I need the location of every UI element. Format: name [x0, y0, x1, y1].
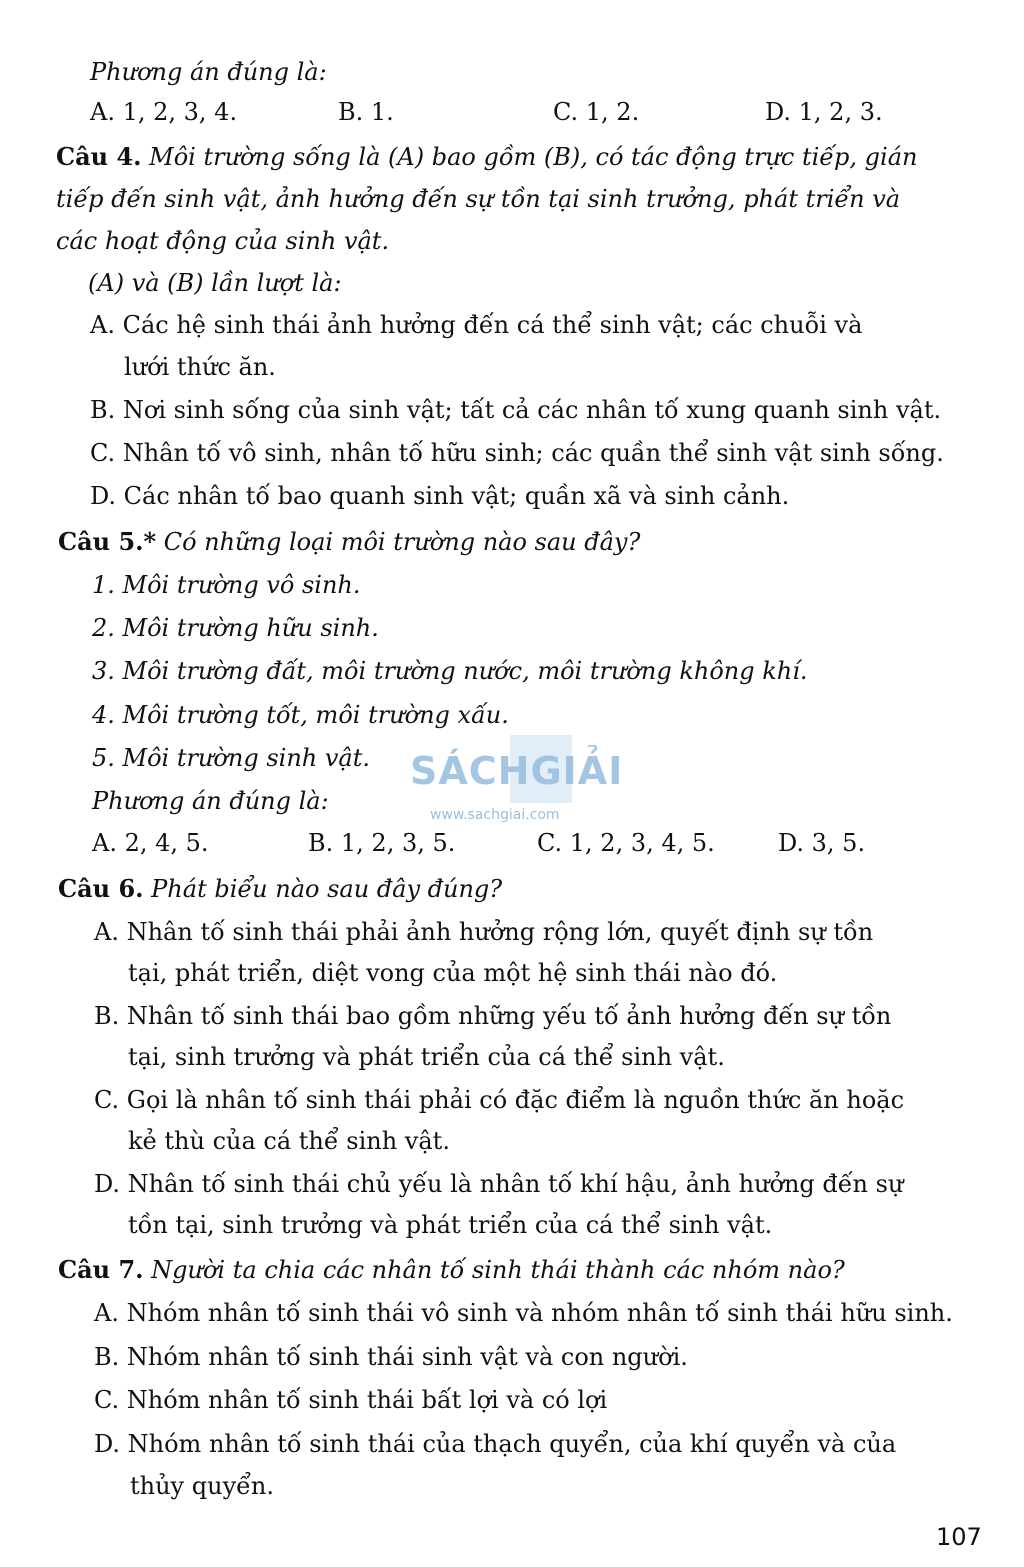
- question-text: Phát biểu nào sau đây đúng?: [151, 875, 503, 903]
- option-a: A. Nhân tố sinh thái phải ảnh hưởng rộng lớn, quyết định sự tồn: [94, 918, 874, 946]
- watermark: [410, 735, 624, 835]
- question-subprompt: (A) và (B) lần lượt là:: [88, 269, 342, 297]
- option-a: A. Các hệ sinh thái ảnh hưởng đến cá thể sinh vật; các chuỗi và: [90, 311, 863, 339]
- question-text-line: các hoạt động của sinh vật.: [56, 227, 390, 255]
- question-label: Câu 5.*: [58, 527, 157, 556]
- watermark-brand: SÁCHGIẢI: [410, 749, 624, 793]
- option-d: D. 1, 2, 3.: [765, 98, 883, 126]
- answer-label: Phương án đúng là:: [92, 787, 329, 815]
- question-label: Câu 7.: [58, 1255, 144, 1284]
- list-item: 4. Môi trường tốt, môi trường xấu.: [92, 701, 509, 729]
- option-d: D. Nhân tố sinh thái chủ yếu là nhân tố khí hậu, ảnh hưởng đến sự: [94, 1170, 904, 1198]
- option-c: C. Nhân tố vô sinh, nhân tố hữu sinh; các quần thể sinh vật sinh sống.: [90, 439, 944, 467]
- question-label: Câu 6.: [58, 874, 144, 903]
- option-d-cont: thủy quyển.: [130, 1472, 274, 1500]
- option-c: C. Gọi là nhân tố sinh thái phải có đặc điểm là nguồn thức ăn hoặc: [94, 1086, 905, 1114]
- question-text: Môi trường sống là (A) bao gồm (B), có tác động trực tiếp, gián: [149, 143, 918, 171]
- question-5: [58, 527, 640, 557]
- question-7: [58, 1255, 845, 1285]
- option-b-cont: tại, sinh trưởng và phát triển của cá thể sinh vật.: [128, 1043, 725, 1071]
- option-d: D. Các nhân tố bao quanh sinh vật; quần xã và sinh cảnh.: [90, 482, 790, 510]
- watermark-url: www.sachgiai.com: [430, 807, 560, 823]
- list-item: 1. Môi trường vô sinh.: [92, 571, 361, 599]
- option-d: D. 3, 5.: [778, 829, 866, 857]
- question-label: Câu 4.: [56, 142, 142, 171]
- option-c: C. 1, 2, 3, 4, 5.: [537, 829, 715, 857]
- question-4: [56, 142, 917, 172]
- list-item: 2. Môi trường hữu sinh.: [92, 614, 379, 642]
- question-text: Có những loại môi trường nào sau đây?: [163, 528, 641, 556]
- list-item: 3. Môi trường đất, môi trường nước, môi trường không khí.: [92, 657, 808, 685]
- option-b: B. 1, 2, 3, 5.: [308, 829, 456, 857]
- option-a: A. 1, 2, 3, 4.: [90, 98, 238, 126]
- option-b: B. Nơi sinh sống của sinh vật; tất cả các nhân tố xung quanh sinh vật.: [90, 396, 942, 424]
- question-text-line: tiếp đến sinh vật, ảnh hưởng đến sự tồn tại sinh trưởng, phát triển và: [56, 185, 901, 213]
- option-d-cont: tồn tại, sinh trưởng và phát triển của cá thể sinh vật.: [128, 1211, 773, 1239]
- option-c-cont: kẻ thù của cá thể sinh vật.: [128, 1127, 450, 1155]
- option-c: C. 1, 2.: [553, 98, 640, 126]
- answer-label: Phương án đúng là:: [90, 58, 327, 86]
- option-b: B. 1.: [338, 98, 394, 126]
- option-a-cont: lưới thức ăn.: [124, 353, 276, 381]
- list-item: 5. Môi trường sinh vật.: [92, 744, 371, 772]
- option-b: B. Nhân tố sinh thái bao gồm những yếu tố ảnh hưởng đến sự tồn: [94, 1002, 892, 1030]
- option-b: B. Nhóm nhân tố sinh thái sinh vật và con người.: [94, 1343, 688, 1371]
- question-text: Người ta chia các nhân tố sinh thái thành các nhóm nào?: [151, 1256, 845, 1284]
- option-a-cont: tại, phát triển, diệt vong của một hệ sinh thái nào đó.: [128, 959, 778, 987]
- option-a: A. Nhóm nhân tố sinh thái vô sinh và nhóm nhân tố sinh thái hữu sinh.: [94, 1299, 953, 1327]
- option-a: A. 2, 4, 5.: [92, 829, 209, 857]
- question-6: [58, 874, 502, 904]
- page-number: 107: [936, 1523, 982, 1551]
- option-d: D. Nhóm nhân tố sinh thái của thạch quyển, của khí quyển và của: [94, 1430, 897, 1458]
- option-c: C. Nhóm nhân tố sinh thái bất lợi và có lợi: [94, 1386, 608, 1414]
